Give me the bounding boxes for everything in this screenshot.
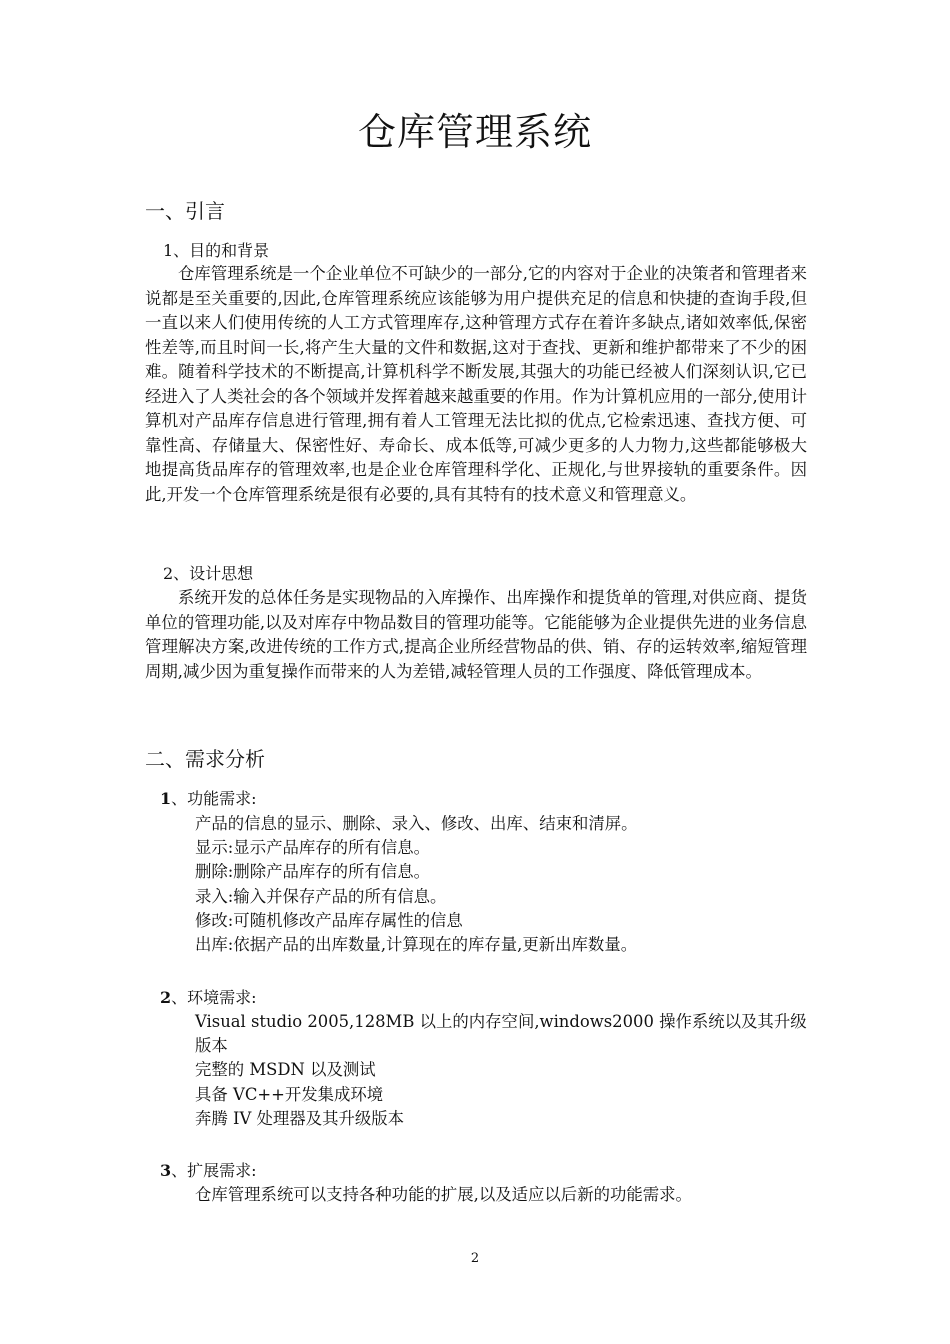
list-item: 出库:依据产品的出库数量,计算现在的库存量,更新出库数量。: [195, 935, 638, 955]
requirement-number: 3: [160, 1161, 172, 1180]
requirement-label: 、功能需求:: [171, 789, 257, 808]
subsection-heading-design-idea: 2、设计思想: [163, 564, 254, 583]
document-title: 仓库管理系统: [357, 110, 592, 154]
subsection-heading-purpose-background: 1、目的和背景: [163, 241, 270, 260]
list-item: 显示:显示产品库存的所有信息。: [195, 838, 430, 858]
requirement-heading-functional: [160, 786, 257, 812]
list-item: 删除:删除产品库存的所有信息。: [195, 862, 430, 882]
list-item: 产品的信息的显示、删除、录入、修改、出库、结束和清屏。: [195, 814, 638, 833]
list-item: 具备 VC++开发集成环境: [195, 1084, 384, 1104]
list-item: 完整的 MSDN 以及测试: [195, 1060, 376, 1080]
list-item: 修改:可随机修改产品库存属性的信息: [195, 910, 463, 930]
requirement-number: 2: [160, 988, 172, 1007]
functional-requirements-list: [195, 812, 807, 957]
requirement-label: 、扩展需求:: [171, 1161, 257, 1180]
environment-requirements-list: [195, 1010, 807, 1131]
section-heading-introduction: 一、引言: [145, 199, 225, 223]
list-item: 仓库管理系统可以支持各种功能的扩展,以及适应以后新的功能需求。: [195, 1185, 692, 1204]
list-item: 奔腾 IV 处理器及其升级版本: [195, 1108, 405, 1128]
page-number: 2: [470, 1251, 480, 1266]
paragraph-design-idea: 系统开发的总体任务是实现物品的入库操作、出库操作和提货单的管理,对供应商、提货单位的管理功能,以及对库存中物品数目的管理功能等。它能能够为企业提供先进的业务信息管理解决方案,改进传统的工作方式,提高企业所经营物品的供、销、存的运转效率,缩短管理周期,减少因为重复操作而带来的人为差错,减轻管理人员的工作强度、降低管理成本。: [145, 588, 807, 681]
list-item: Visual studio 2005,128MB 以上的内存空间,windows2000 操作系统以及其升级版本: [195, 1012, 807, 1056]
list-item: 录入:输入并保存产品的所有信息。: [195, 886, 447, 906]
paragraph-purpose-background: 仓库管理系统是一个企业单位不可缺少的一部分,它的内容对于企业的决策者和管理者来说都是至关重要的,因此,仓库管理系统应该能够为用户提供充足的信息和快捷的查询手段,但一直以来人们使用传统的人工方式管理库存,这种管理方式存在着许多缺点,诸如效率低,保密性差等,而且时间一长,将产生大量的文件和数据,这对于查找、更新和维护都带来了不少的困难。随着科学技术的不断提高,计算机科学不断发展,其强大的功能已经被人们深刻认识,它已经进入了人类社会的各个领域并发挥着越来越重要的作用。作为计算机应用的一部分,使用计算机对产品库存信息进行管理,拥有着人工管理无法比拟的优点,它检索迅速、查找方便、可靠性高、存储量大、保密性好、寿命长、成本低等,可减少更多的人力物力,这些都能够极大地提高货品库存的管理效率,也是企业仓库管理科学化、正规化,与世界接轨的重要条件。因此,开发一个仓库管理系统是很有必要的,具有其特有的技术意义和管理意义。: [145, 264, 807, 504]
requirement-label: 、环境需求:: [171, 988, 257, 1007]
requirement-heading-extension: [160, 1158, 257, 1184]
requirement-number: 1: [160, 789, 172, 808]
section-heading-requirements-text: 二、需求分析: [145, 747, 265, 771]
section-heading-requirements: [145, 745, 265, 773]
requirement-heading-environment: [160, 985, 257, 1011]
extension-requirements-list: [195, 1183, 807, 1207]
